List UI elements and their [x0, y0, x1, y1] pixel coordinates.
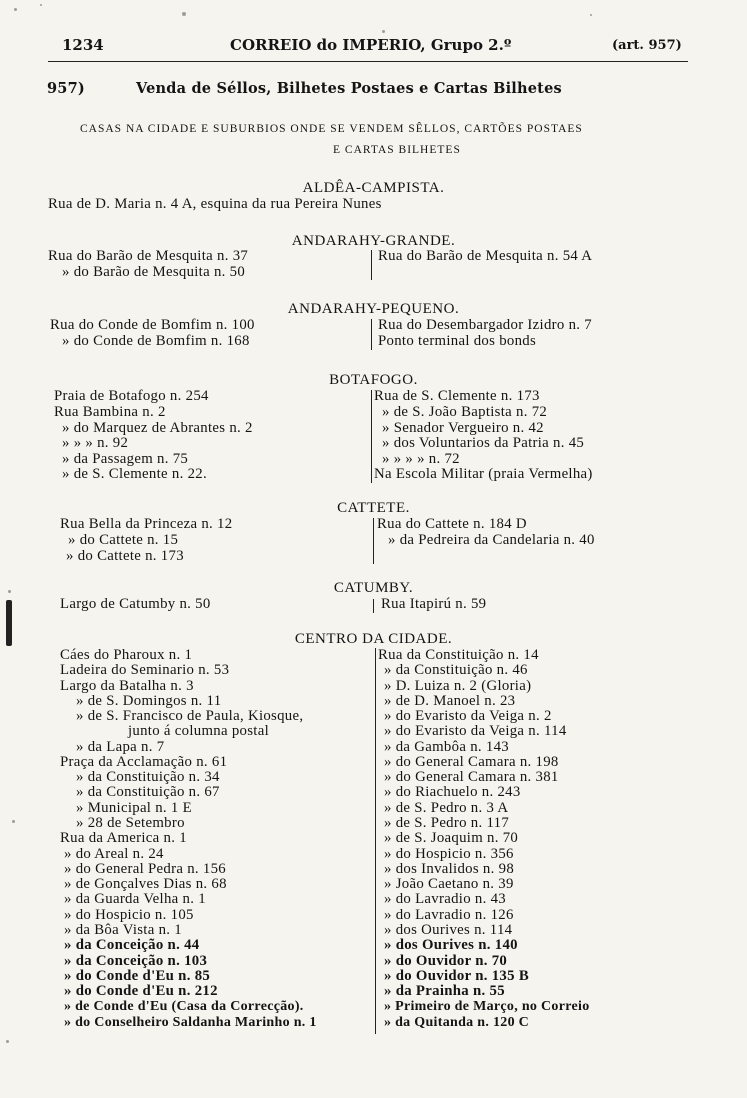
list-item: » dos Voluntarios da Patria n. 45 — [382, 435, 585, 451]
list-item: » dos Ourives n. 114 — [384, 922, 513, 938]
list-item: » do General Camara n. 198 — [384, 754, 559, 770]
column-divider — [373, 518, 374, 564]
list-item: » do General Camara n. 381 — [384, 769, 559, 785]
list-item: » Primeiro de Março, no Correio — [384, 999, 590, 1014]
list-item: junto á columna postal — [128, 723, 269, 739]
list-item: » do Conselheiro Saldanha Marinho n. 1 — [64, 1015, 317, 1030]
list-item: » de S. Pedro n. 117 — [384, 815, 510, 831]
list-item: » do Marquez de Abrantes n. 2 — [62, 420, 253, 436]
section-heading-aldea: ALDÊA-CAMPISTA. — [302, 180, 445, 196]
page-number: 1234 — [62, 36, 104, 54]
list-item: Largo de Catumby n. 50 — [60, 596, 211, 612]
list-item: Ladeira do Seminario n. 53 — [60, 662, 230, 678]
article-number: 957) — [47, 80, 85, 97]
list-item: Rua da Constituição n. 14 — [378, 647, 539, 663]
column-divider — [371, 250, 372, 280]
section-heading-catumby: CATUMBY. — [333, 580, 414, 596]
list-item: » do Conde d'Eu n. 85 — [64, 968, 211, 984]
list-item: » da Conceição n. 103 — [64, 953, 208, 969]
column-divider — [371, 390, 372, 483]
list-item: » do Riachuelo n. 243 — [384, 784, 521, 800]
list-item: Rua do Cattete n. 184 D — [377, 516, 527, 532]
column-divider — [375, 648, 376, 1034]
list-item: » de Gonçalves Dias n. 68 — [64, 876, 227, 892]
list-item: » da Pedreira da Candelaria n. 40 — [388, 532, 595, 548]
list-item: » da Guarda Velha n. 1 — [64, 891, 206, 907]
list-item: » de S. Joaquim n. 70 — [384, 830, 519, 846]
list-item: Rua Bella da Princeza n. 12 — [60, 516, 233, 532]
list-item: » do Evaristo da Veiga n. 2 — [384, 708, 552, 724]
list-item: Rua do Barão de Mesquita n. 54 A — [378, 248, 593, 264]
list-item: » do Areal n. 24 — [64, 846, 164, 862]
article-title: Venda de Séllos, Bilhetes Postaes e Cartas Bilhetes — [136, 80, 562, 97]
list-item: » do Cattete n. 15 — [68, 532, 179, 548]
list-item: » João Caetano n. 39 — [384, 876, 514, 892]
list-item: » da Gambôa n. 143 — [384, 739, 509, 755]
paper-speck — [12, 820, 15, 823]
article-ref: (art. 957) — [612, 38, 682, 53]
paper-speck — [14, 8, 17, 11]
list-item: » dos Ourives n. 140 — [384, 937, 518, 953]
list-item: Rua de S. Clemente n. 173 — [374, 388, 540, 404]
list-item: Ponto terminal dos bonds — [378, 333, 537, 349]
list-item: » » » n. 92 — [62, 435, 129, 451]
paper-speck — [182, 12, 186, 16]
paper-speck — [590, 14, 592, 16]
list-item: Largo da Batalha n. 3 — [60, 678, 194, 694]
header-rule — [48, 61, 688, 62]
list-item: Na Escola Militar (praia Vermelha) — [374, 466, 593, 482]
subtitle-line-1: CASAS NA CIDADE E SUBURBIOS ONDE SE VENDEM SÊLLOS, CARTÕES POSTAES — [80, 123, 583, 135]
list-item: » da Passagem n. 75 — [62, 451, 189, 467]
list-item: » da Bôa Vista n. 1 — [64, 922, 182, 938]
list-item: Rua Itapirú n. 59 — [381, 596, 487, 612]
list-item: Cáes do Pharoux n. 1 — [60, 647, 193, 663]
list-item: » do Evaristo da Veiga n. 114 — [384, 723, 567, 739]
paper-speck — [6, 1040, 9, 1043]
subtitle-line-2: E CARTAS BILHETES — [333, 144, 461, 156]
list-item: » da Conceição n. 44 — [64, 937, 200, 953]
list-item: » do Hospicio n. 356 — [384, 846, 514, 862]
section-heading-centro: CENTRO DA CIDADE. — [294, 631, 453, 647]
list-item: Praça da Acclamação n. 61 — [60, 754, 228, 770]
list-item: » de D. Manoel n. 23 — [384, 693, 516, 709]
list-item: Praia de Botafogo n. 254 — [54, 388, 209, 404]
list-item: » do Barão de Mesquita n. 50 — [62, 264, 246, 280]
list-item: » do Conde d'Eu n. 212 — [64, 983, 218, 999]
column-divider — [371, 319, 372, 350]
list-item: » do Cattete n. 173 — [66, 548, 184, 564]
list-item: » do Ouvidor n. 70 — [384, 953, 508, 969]
journal-title: CORREIO do IMPERIO, Grupo 2.º — [230, 36, 512, 54]
list-item: » » » » n. 72 — [382, 451, 460, 467]
list-item: » do Conde de Bomfim n. 168 — [62, 333, 250, 349]
list-item: » de S. Francisco de Paula, Kiosque, — [76, 708, 304, 724]
list-item: » do Lavradio n. 126 — [384, 907, 514, 923]
list-item: Rua do Conde de Bomfim n. 100 — [50, 317, 255, 333]
list-item: » da Lapa n. 7 — [76, 739, 165, 755]
list-item: » dos Invalidos n. 98 — [384, 861, 515, 877]
list-item: » da Prainha n. 55 — [384, 983, 505, 999]
list-item: » da Constituição n. 34 — [76, 769, 220, 785]
section-heading-cattete: CATTETE. — [337, 500, 410, 516]
paper-speck — [382, 30, 385, 33]
list-item: Rua Bambina n. 2 — [54, 404, 166, 420]
paper-speck — [40, 4, 42, 6]
list-item: » de Conde d'Eu (Casa da Correcção). — [64, 999, 304, 1014]
list-item: Rua da America n. 1 — [60, 830, 187, 846]
list-item: Rua do Barão de Mesquita n. 37 — [48, 248, 249, 264]
list-item: » do Ouvidor n. 135 B — [384, 968, 529, 984]
list-item: » da Constituição n. 46 — [384, 662, 528, 678]
list-item: » da Quitanda n. 120 C — [384, 1015, 530, 1030]
list-item: » de S. João Baptista n. 72 — [382, 404, 548, 420]
list-item: » do Hospicio n. 105 — [64, 907, 194, 923]
list-item: Rua do Desembargador Izidro n. 7 — [378, 317, 592, 333]
list-item: » Senador Vergueiro n. 42 — [382, 420, 544, 436]
section-heading-botafogo: BOTAFOGO. — [329, 372, 418, 388]
list-item: » do General Pedra n. 156 — [64, 861, 226, 877]
list-item: » do Lavradio n. 43 — [384, 891, 506, 907]
column-divider — [373, 599, 374, 613]
section-heading-andarahy-grande: ANDARAHY-GRANDE. — [291, 233, 456, 249]
list-item: » Municipal n. 1 E — [76, 800, 192, 816]
list-item: Rua de D. Maria n. 4 A, esquina da rua Pereira Nunes — [48, 196, 382, 212]
list-item: » de S. Domingos n. 11 — [76, 693, 222, 709]
list-item: » de S. Clemente n. 22. — [62, 466, 207, 482]
section-heading-andarahy-pequeno: ANDARAHY-PEQUENO. — [287, 301, 460, 317]
list-item: » D. Luiza n. 2 (Gloria) — [384, 678, 532, 694]
list-item: » 28 de Setembro — [76, 815, 185, 831]
list-item: » de S. Pedro n. 3 A — [384, 800, 509, 816]
list-item: » da Constituição n. 67 — [76, 784, 220, 800]
